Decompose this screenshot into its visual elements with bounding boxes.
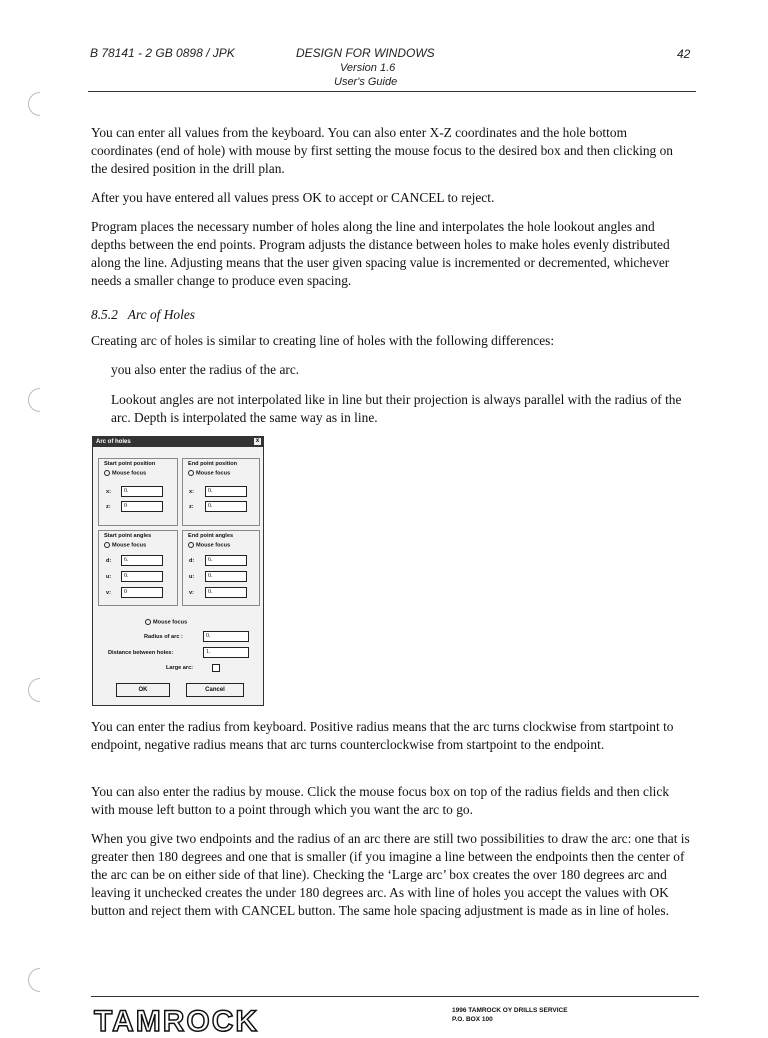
paragraph: you also enter the radius of the arc. xyxy=(111,362,300,377)
mouse-focus-label: Mouse focus xyxy=(196,542,231,549)
paragraph: When you give two endpoints and the radius of an arc there are still two possibilities to draw the arc: one that is greater then 180 degrees and one that is smaller (if you imagine a line between the endpoints then the center of the arc can be on either side of that line). Checking the ‘Large arc’ box creates the over 180 degrees arc and leaving it unchecked creates the under 180 degrees arc. As with line of holes you accept the values with OK button and reject them with CANCEL button. The same hole spacing adjustment is made as in line of holes. xyxy=(91,831,690,918)
doc-title: DESIGN FOR WINDOWS xyxy=(296,46,435,60)
z-label: z: xyxy=(106,504,111,510)
large-arc-label: Large arc: xyxy=(166,665,194,671)
cancel-button[interactable]: Cancel xyxy=(186,683,244,697)
close-icon[interactable]: x xyxy=(255,438,260,444)
header-rule xyxy=(88,91,696,92)
radio-icon xyxy=(104,542,110,548)
mouse-focus-label: Mouse focus xyxy=(153,619,188,626)
section-number: 8.5.2 xyxy=(91,307,118,322)
radio-icon xyxy=(188,542,194,548)
u-label: u: xyxy=(189,574,195,580)
start-x-field[interactable]: 0. xyxy=(121,486,163,497)
end-u-field[interactable]: 0. xyxy=(205,571,247,582)
start-d-field[interactable]: 6. xyxy=(121,555,163,566)
paragraph: After you have entered all values press OK to accept or CANCEL to reject. xyxy=(91,190,495,205)
end-d-field[interactable]: 6. xyxy=(205,555,247,566)
end-position-title: End point position xyxy=(188,461,238,467)
start-z-field[interactable]: 0 xyxy=(121,501,163,512)
punch-hole xyxy=(28,678,52,702)
u-label: u: xyxy=(106,574,112,580)
footer-line: P.O. BOX 100 xyxy=(452,1016,493,1023)
start-u-field[interactable]: 0. xyxy=(121,571,163,582)
paragraph: You can also enter the radius by mouse. Click the mouse focus box on top of the radius fields and then click with mouse left button to a point through which you want the arc to go. xyxy=(91,784,670,817)
radio-icon xyxy=(104,470,110,476)
start-angles-mouse-focus[interactable] xyxy=(104,542,146,548)
distance-field[interactable]: 1. xyxy=(203,647,249,658)
dialog-title: Arc of holes xyxy=(96,439,131,445)
v-label: v: xyxy=(189,590,194,596)
start-v-field[interactable]: 0 xyxy=(121,587,163,598)
paragraph: You can enter all values from the keyboard. You can also enter X-Z coordinates and the hole bottom coordinates (end of hole) with mouse by first setting the mouse focus to the desired box and then clicking on the desired position in the drill plan. xyxy=(91,125,673,176)
doc-guide: User's Guide xyxy=(334,76,398,88)
company-logo: TAMROCK xyxy=(94,1005,260,1038)
punch-hole xyxy=(28,968,52,992)
footer-rule xyxy=(91,996,699,997)
end-x-field[interactable]: 0. xyxy=(205,486,247,497)
x-label: x: xyxy=(106,489,111,495)
paragraph: Creating arc of holes is similar to creating line of holes with the following differences: xyxy=(91,333,555,348)
end-position-mouse-focus[interactable] xyxy=(188,470,230,476)
radio-icon xyxy=(188,470,194,476)
paragraph: You can enter the radius from keyboard. Positive radius means that the arc turns clockwise from startpoint to endpoint, negative radius means that arc turns counterclockwise from startpoint to the endpoint. xyxy=(91,719,674,752)
end-angles-title: End point angles xyxy=(188,533,234,539)
end-z-field[interactable]: 0. xyxy=(205,501,247,512)
end-angles-mouse-focus[interactable] xyxy=(188,542,230,548)
dialog-title-bar xyxy=(93,437,263,447)
d-label: d: xyxy=(189,558,195,564)
punch-hole xyxy=(28,92,52,116)
v-label: v: xyxy=(106,590,111,596)
footer-line: 1996 TAMROCK OY DRILLS SERVICE xyxy=(452,1007,568,1014)
radius-field[interactable]: 0. xyxy=(203,631,249,642)
z-label: z: xyxy=(189,504,194,510)
doc-version: Version 1.6 xyxy=(340,62,396,74)
start-position-mouse-focus[interactable] xyxy=(104,470,146,476)
radius-label: Radius of arc : xyxy=(144,634,183,640)
distance-label: Distance between holes: xyxy=(108,650,174,656)
page-number: 42 xyxy=(677,47,691,61)
x-label: x: xyxy=(189,489,194,495)
end-v-field[interactable]: 0. xyxy=(205,587,247,598)
start-angles-title: Start point angles xyxy=(104,533,152,539)
mouse-focus-label: Mouse focus xyxy=(112,542,147,549)
punch-hole xyxy=(28,388,52,412)
radio-icon xyxy=(145,619,151,625)
radius-mouse-focus[interactable] xyxy=(145,619,187,625)
paragraph: Lookout angles are not interpolated like in line but their projection is always parallel with the radius of the arc. Depth is interpolated the same way as in line. xyxy=(111,392,682,425)
mouse-focus-label: Mouse focus xyxy=(112,470,147,477)
section-title: Arc of Holes xyxy=(127,307,195,322)
doc-code: B 78141 - 2 GB 0898 / JPK xyxy=(90,46,235,60)
start-position-title: Start point position xyxy=(104,461,156,467)
section-heading xyxy=(91,307,195,323)
d-label: d: xyxy=(106,558,112,564)
paragraph: Program places the necessary number of holes along the line and interpolates the hole lookout angles and depths between the end points. Program adjusts the distance between holes to make holes evenly distributed along the line. Adjusting means that the user given spacing value is incremented or decremented, whichever needs a smaller change to produce even spacing. xyxy=(91,219,670,288)
ok-button[interactable]: OK xyxy=(116,683,170,697)
mouse-focus-label: Mouse focus xyxy=(196,470,231,477)
large-arc-checkbox[interactable] xyxy=(212,664,220,672)
